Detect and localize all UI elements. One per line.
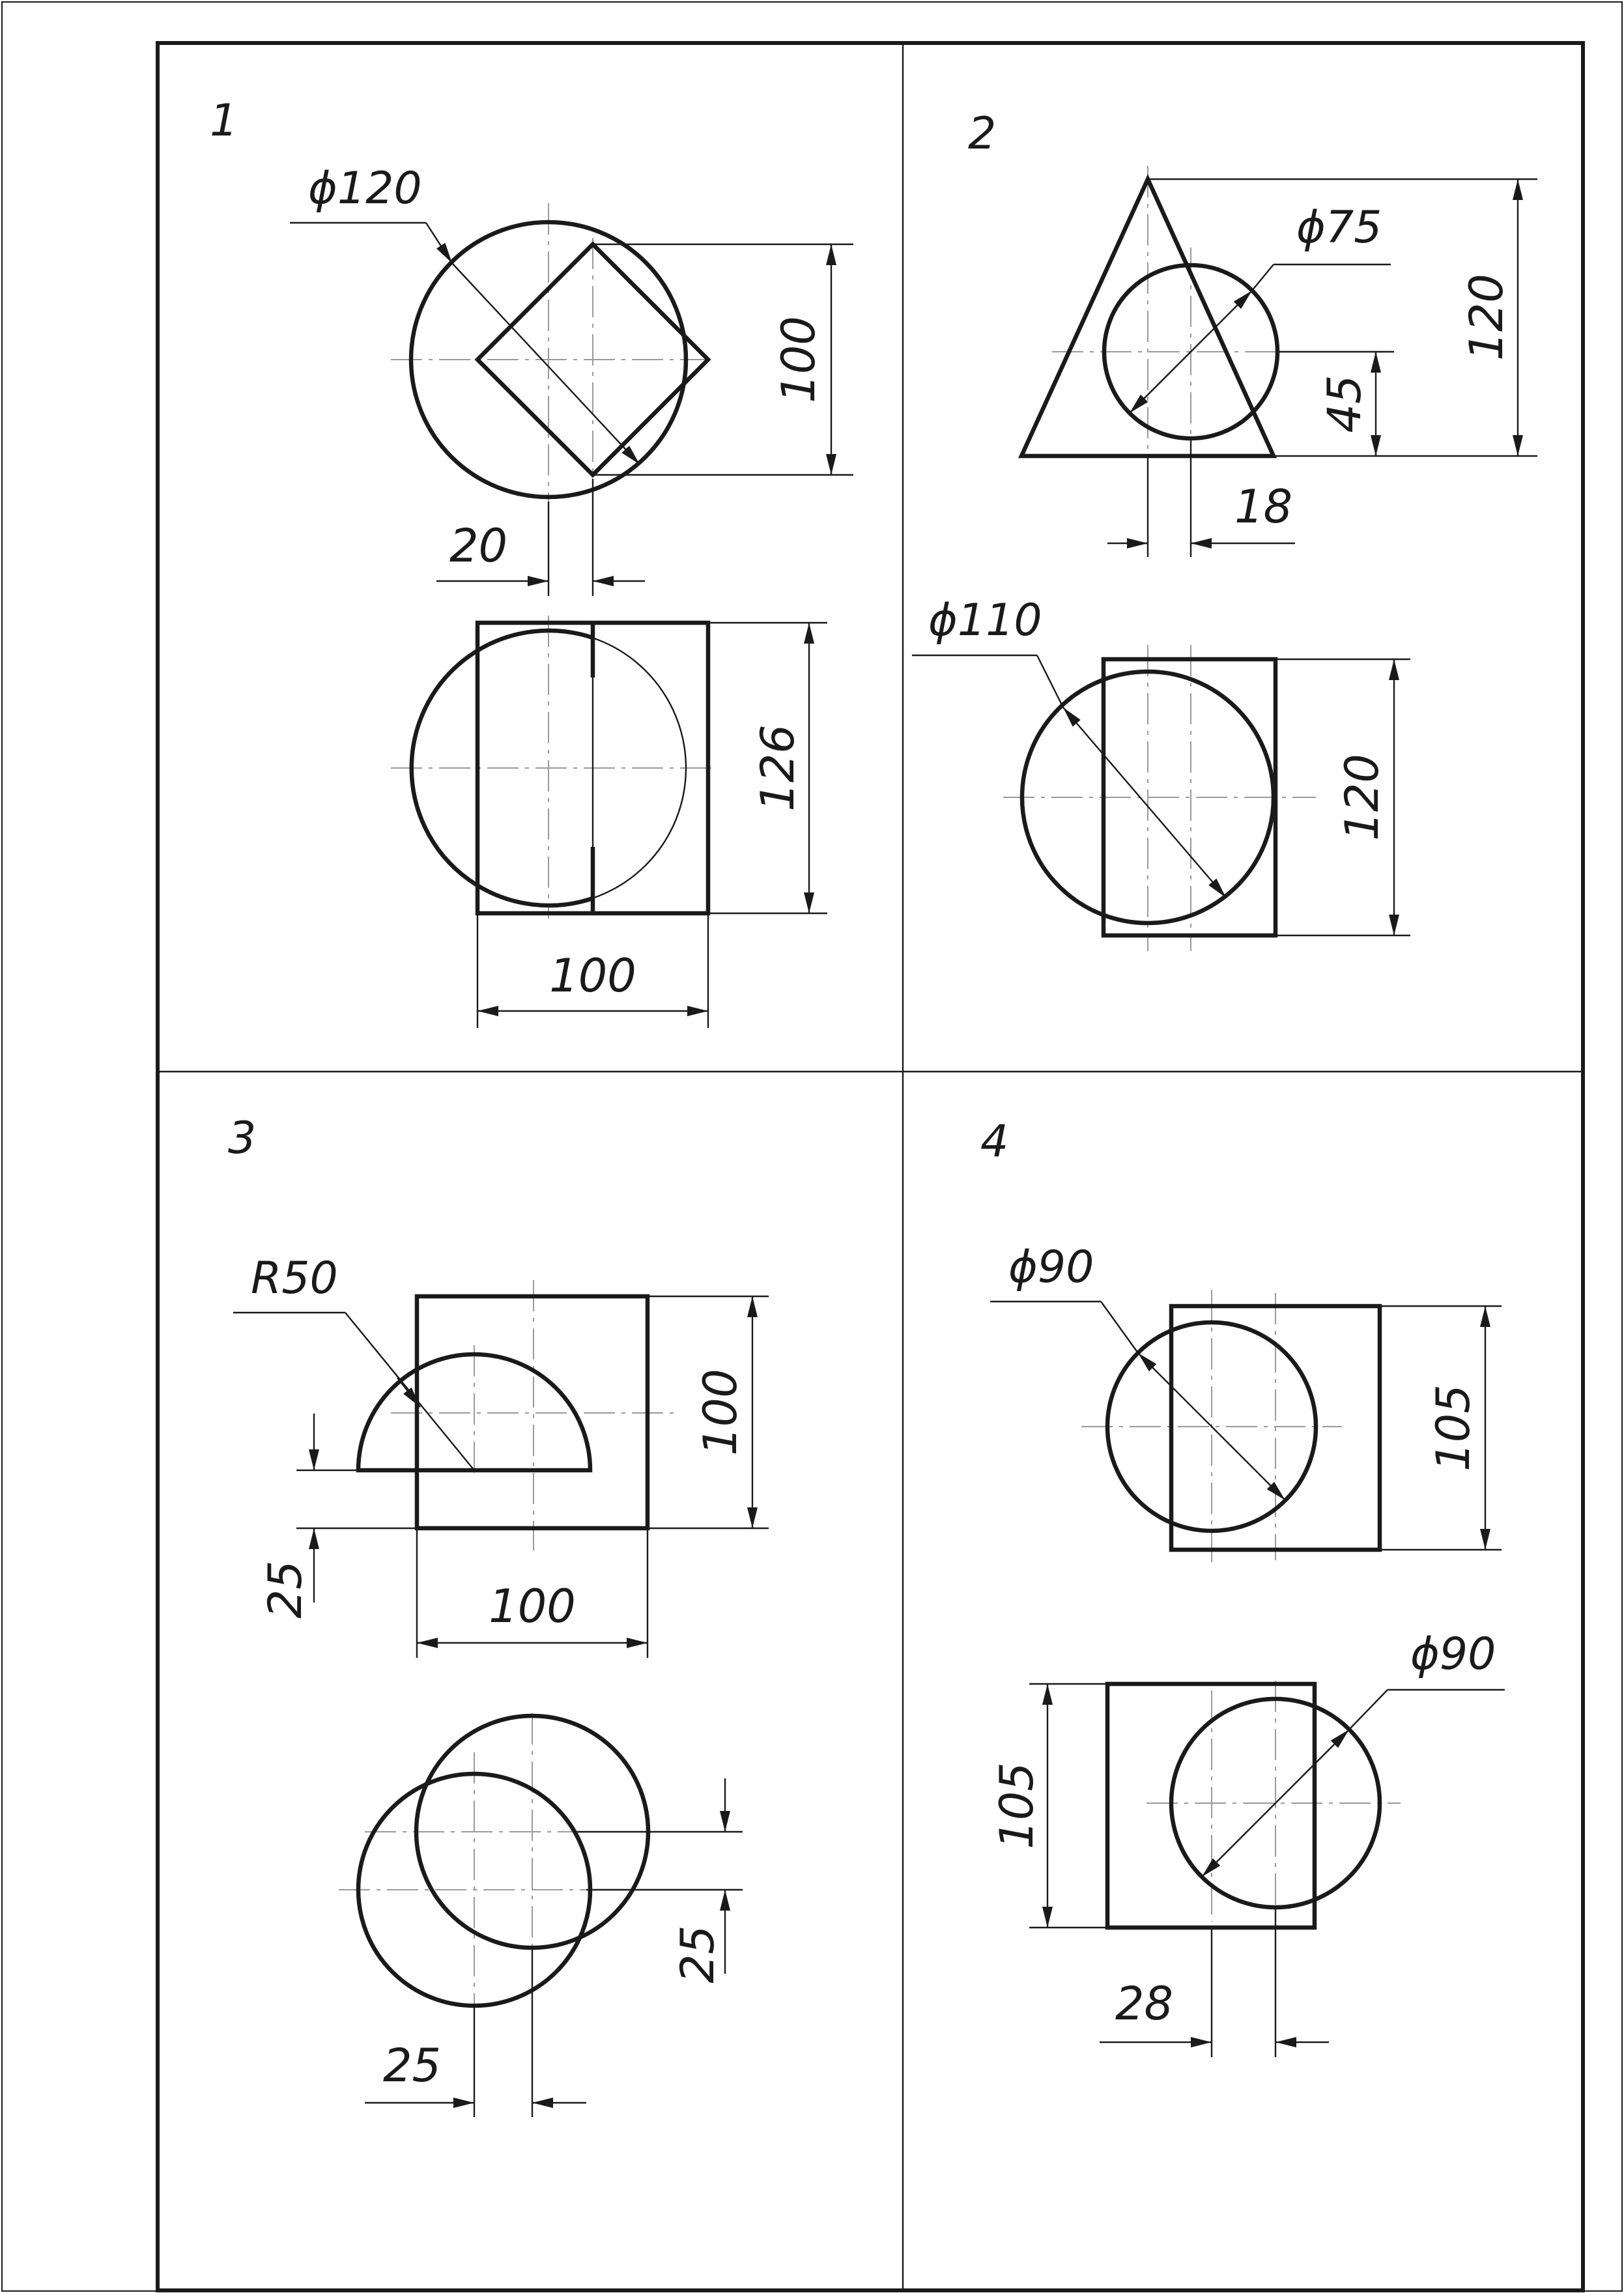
panel-1-top-view bbox=[290, 163, 853, 596]
panel-3-radius-label: R50 bbox=[251, 1253, 338, 1304]
panel-3-front-view bbox=[339, 1713, 743, 2117]
panel-4 bbox=[980, 1116, 1505, 2057]
panel-2-circle-height-label: 45 bbox=[1318, 375, 1371, 433]
panel-2-front-height-label: 120 bbox=[1335, 754, 1389, 841]
panel-2-offset-label: 18 bbox=[1234, 480, 1293, 534]
panel-2-top-view bbox=[1021, 166, 1537, 557]
panel-1-height-top-label: 100 bbox=[772, 316, 825, 403]
panel-4-bottom-diameter-label: ϕ90 bbox=[1410, 1629, 1496, 1680]
panel-1-height-front-label: 126 bbox=[751, 724, 805, 812]
panel-3-top-view bbox=[233, 1253, 769, 1658]
panel-4-top-view bbox=[990, 1242, 1502, 1563]
panel-1-front-view bbox=[391, 616, 827, 1028]
panel-2-number: 2 bbox=[968, 108, 997, 160]
panel-2 bbox=[912, 108, 1537, 951]
panel-3-vertical-offset-label: 25 bbox=[259, 1560, 312, 1619]
panel-3-horizontal-offset-label: 25 bbox=[383, 2039, 442, 2092]
panel-3-number: 3 bbox=[228, 1113, 257, 1164]
panel-1-diameter-label: ϕ120 bbox=[308, 163, 422, 214]
panel-1-width-label: 100 bbox=[549, 949, 636, 1003]
panel-1-number: 1 bbox=[210, 95, 238, 147]
panel-2-top-diameter-label: ϕ75 bbox=[1296, 202, 1382, 253]
panel-2-front-diameter-label: ϕ110 bbox=[928, 595, 1042, 646]
panel-4-number: 4 bbox=[980, 1116, 1009, 1167]
panel-4-offset-label: 28 bbox=[1115, 1977, 1174, 2030]
panel-3-width-label: 100 bbox=[489, 1580, 576, 1633]
panel-4-top-height-label: 105 bbox=[1427, 1384, 1480, 1472]
panel-4-top-diameter-label: ϕ90 bbox=[1008, 1242, 1094, 1293]
panel-1 bbox=[210, 95, 853, 1028]
panel-3 bbox=[228, 1113, 769, 2117]
panel-4-bottom-view bbox=[990, 1629, 1505, 2057]
panel-1-offset-label: 20 bbox=[449, 519, 508, 573]
panel-2-front-view bbox=[912, 595, 1410, 951]
panel-3-front-vertical-offset-label: 25 bbox=[671, 1925, 724, 1984]
panel-4-bottom-height-label: 105 bbox=[990, 1762, 1044, 1849]
panel-3-height-label: 100 bbox=[694, 1369, 747, 1456]
panel-2-triangle-height-label: 120 bbox=[1460, 274, 1513, 361]
